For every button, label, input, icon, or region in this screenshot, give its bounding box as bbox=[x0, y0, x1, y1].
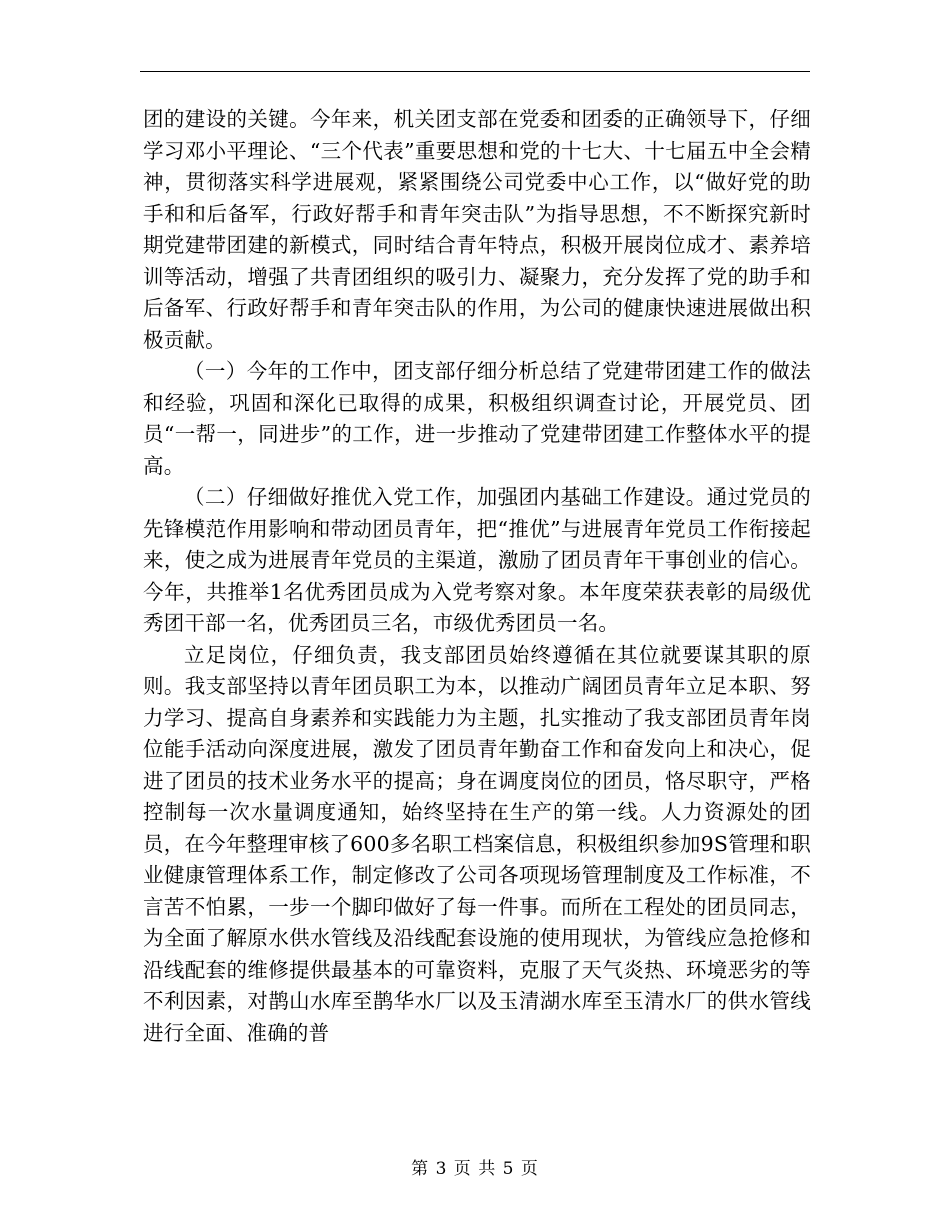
paragraph-2: （一）今年的工作中，团支部仔细分析总结了党建带团建工作的做法和经验，巩固和深化已取得的成果，积极组织调查讨论，开展党员、团员“一帮一，同进步”的工作，进一步推动了党建带团建工作整体水平的提高。 bbox=[143, 359, 811, 478]
document-body bbox=[143, 104, 811, 1049]
paragraph-1: 团的建设的关键。今年来，机关团支部在党委和团委的正确领导下，仔细学习邓小平理论、“三个代表”重要思想和党的十七大、十七届五中全会精神，贯彻落实科学进展观，紧紧围绕公司党委中心工作，以“做好党的助手和和后备军，行政好帮手和青年突击队”为指导思想，不不断探究新时期党建带团建的新模式，同时结合青年特点，积极开展岗位成才、素养培训等活动，增强了共青团组织的吸引力、凝聚力，充分发挥了党的助手和后备军、行政好帮手和青年突击队的作用，为公司的健康快速进展做出积极贡献。 bbox=[143, 107, 811, 352]
paragraph-4: 立足岗位，仔细负责，我支部团员始终遵循在其位就要谋其职的原则。我支部坚持以青年团员职工为本，以推动广阔团员青年立足本职、努力学习、提高自身素养和实践能力为主题，扎实推动了我支部团员青年岗位能手活动向深度进展，激发了团员青年勤奋工作和奋发向上和决心，促进了团员的技术业务水平的提高；身在调度岗位的团员，恪尽职守，严格控制每一次水量调度通知，始终坚持在生产的第一线。人力资源处的团员，在今年整理审核了600多名职工档案信息，积极组织参加9S管理和职业健康管理体系工作，制定修改了公司各项现场管理制度及工作标准，不言苦不怕累，一步一个脚印做好了每一件事。而所在工程处的团员同志，为全面了解原水供水管线及沿线配套设施的使用现状，为管线应急抢修和沿线配套的维修提供最基本的可靠资料，克服了天气炎热、环境恶劣的等不利因素，对鹊山水库至鹊华水厂以及玉清湖水库至玉清水厂的供水管线进行全面、准确的普 bbox=[143, 642, 811, 1045]
paragraph-3: （二）仔细做好推优入党工作，加强团内基础工作建设。通过党员的先锋模范作用影响和带动团员青年，把“推优”与进展青年党员工作衔接起来，使之成为进展青年党员的主渠道，激励了团员青年干事创业的信心。今年，共推举1名优秀团员成为入党考察对象。本年度荣获表彰的局级优秀团干部一名，优秀团员三名，市级优秀团员一名。 bbox=[143, 485, 811, 635]
page-number: 第 3 页 共 5 页 bbox=[411, 1159, 539, 1179]
header-rule bbox=[140, 71, 810, 72]
